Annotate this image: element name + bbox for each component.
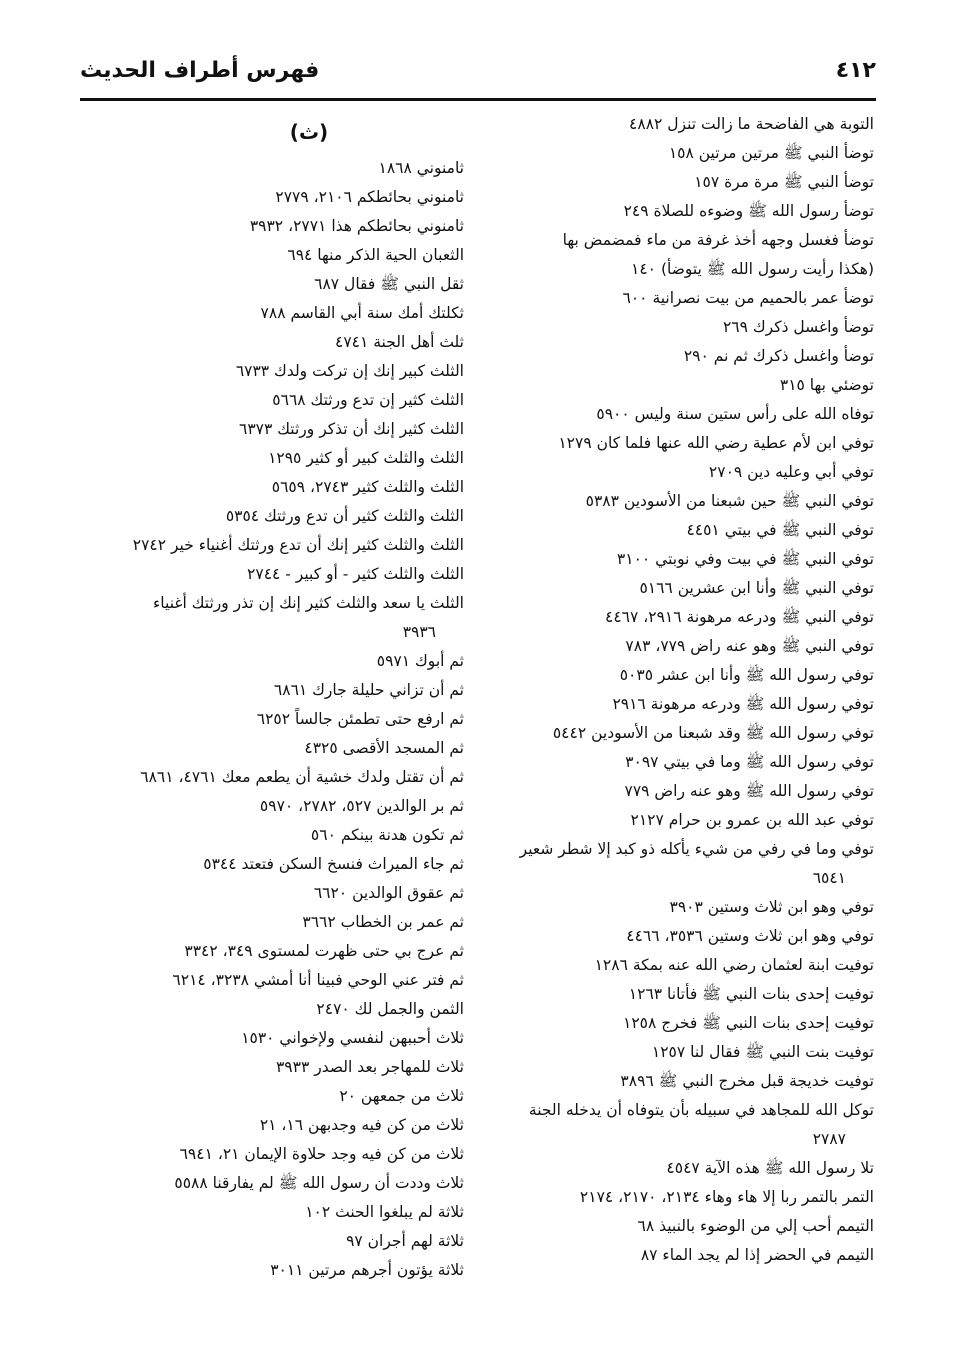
index-entry: توفي النبي ﷺ في بيتي ٤٤٥١ [686,521,874,539]
index-entry: ثم أبوك ٥٩٧١ [376,652,464,670]
index-entry: توفي النبي ﷺ ودرعه مرهونة ٢٩١٦، ٤٤٦٧ [605,608,874,626]
index-entry: توفي النبي ﷺ في بيت وفي نوبتي ٣١٠٠ [616,550,874,568]
index-entry: ثلاث من كن فيه وجد حلاوة الإيمان ٢١، ٦٩٤١ [179,1145,464,1163]
index-entry: توفي رسول الله ﷺ ودرعه مرهونة ٢٩١٦ [612,695,874,713]
index-entry: ثلث أهل الجنة ٤٧٤١ [335,333,464,351]
running-title: فهرس أطراف الحديث [80,58,320,83]
index-entry: تلا رسول الله ﷺ هذه الآية ٤٥٤٧ [666,1159,874,1177]
index-entry: توفيت ابنة لعثمان رضي الله عنه بمكة ١٢٨٦ [594,956,874,974]
index-entry: الثلث كثير إن تدع ورثتك ٥٦٦٨ [272,391,464,409]
index-entry: توضأ واغسل ذكرك ثم نم ٢٩٠ [683,347,874,365]
index-entry: ٢٧٨٧ [812,1130,846,1148]
index-entry: ثم عمر بن الخطاب ٣٦٦٢ [302,913,464,931]
index-entry: ثلاث وددت أن رسول الله ﷺ لم يفارقنا ٥٥٨٨ [174,1174,464,1192]
index-entry: توفي وما في رفي من شيء يأكله ذو كبد إلا شطر شعير [519,840,874,858]
index-entry: الثلث يا سعد والثلث كثير إنك إن تذر ورثتك أغنياء [153,594,464,612]
index-entry: توضأ فغسل وجهه أخذ غرفة من ماء فمضمض بها [562,231,874,249]
index-entry: توفي رسول الله ﷺ وما في بيتي ٣٠٩٧ [625,753,874,771]
index-entry: توفيت بنت النبي ﷺ فقال لنا ١٢٥٧ [651,1043,874,1061]
index-entry: ثلاثة لم يبلغوا الحنث ١٠٢ [305,1203,464,1221]
index-entry: الثلث كبير إنك إن تركت ولدك ٦٧٣٣ [235,362,464,380]
index-entry: الثلث والثلث كثير أن تدع ورثتك ٥٣٥٤ [225,507,464,525]
index-entry: توفي عبد الله بن عمرو بن حرام ٢١٢٧ [630,811,874,829]
index-entry: توضأ واغسل ذكرك ٢٦٩ [722,318,874,336]
index-entry: ثم عقوق الوالدين ٦٦٢٠ [313,884,464,902]
index-entry: توفيت إحدى بنات النبي ﷺ فأتانا ١٢٦٣ [628,985,874,1003]
index-entry: التمر بالتمر ربا إلا هاء وهاء ٢١٣٤، ٢١٧٠، ٢١٧٤ [579,1188,874,1206]
index-entry: ثكلتك أمك سنة أبي القاسم ٧٨٨ [260,304,464,322]
index-entry: توفي أبي وعليه دين ٢٧٠٩ [708,463,874,481]
index-entry: ثلاثة لهم أجران ٩٧ [346,1232,464,1250]
index-entry: ثم عرج بي حتى ظهرت لمستوى ٣٤٩، ٣٣٤٢ [184,942,464,960]
index-entry: ثلاثة يؤتون أجرهم مرتين ٣٠١١ [270,1261,464,1279]
index-entry: توفي ابن لأم عطية رضي الله عنها فلما كان ١٢٧٩ [558,434,874,452]
index-entry: ثلاث من جمعهن ٢٠ [339,1087,464,1105]
index-entry: توفي رسول الله ﷺ وهو عنه راض ٧٧٩ [624,782,874,800]
index-entry: الثلث والثلث كبير أو كثير ١٢٩٥ [268,449,464,467]
index-entry: ثم ارفع حتى تطمئن جالساً ٦٢٥٢ [256,710,464,728]
index-entry: التيمم أحب إلي من الوضوء بالنبيذ ٦٨ [637,1217,874,1235]
index-entry: (هكذا رأيت رسول الله ﷺ يتوضأ) ١٤٠ [631,260,874,278]
index-entry: ثامنوني بحائطكم هذا ٢٧٧١، ٣٩٣٢ [249,217,464,235]
index-entry: توفي النبي ﷺ وهو عنه راض ٧٧٩، ٧٨٣ [625,637,874,655]
index-column-right [474,110,874,1270]
index-entry: الثلث والثلث كثير ٢٧٤٣، ٥٦٥٩ [271,478,464,496]
index-entry: ثامنوني ١٨٦٨ [378,159,464,177]
index-entry: ثم أن تزاني حليلة جارك ٦٨٦١ [273,681,464,699]
index-entry: توفي وهو ابن ثلاث وستين ٣٩٠٣ [669,898,874,916]
section-heading: (ث) [289,120,329,144]
index-entry: توفي النبي ﷺ حين شبعنا من الأسودين ٥٣٨٣ [585,492,874,510]
index-entry: توكل الله للمجاهد في سبيله بأن يتوفاه أن يدخله الجنة [528,1101,874,1119]
index-entry: ثم فتر عني الوحي فبينا أنا أمشي ٣٢٣٨، ٦٢١٤ [172,971,464,989]
index-entry: ثلاث للمهاجر بعد الصدر ٣٩٣٣ [275,1058,464,1076]
page-header [80,52,876,96]
index-entry: توضأ رسول الله ﷺ وضوءه للصلاة ٢٤٩ [623,202,874,220]
index-entry: توفي رسول الله ﷺ وأنا ابن عشر ٥٠٣٥ [619,666,874,684]
index-entry: توفيت إحدى بنات النبي ﷺ فخرج ١٢٥٨ [623,1014,874,1032]
index-entry: ٦٥٤١ [812,869,846,887]
index-entry: ثم المسجد الأقصى ٤٣٢٥ [304,739,464,757]
index-entry: توفي وهو ابن ثلاث وستين ٣٥٣٦، ٤٤٦٦ [626,927,874,945]
index-entry: ثامنوني بحائطكم ٢١٠٦، ٢٧٧٩ [275,188,464,206]
index-entry: ثلاث أحببهن لنفسي ولإخواني ١٥٣٠ [241,1029,464,1047]
index-entry: الثلث كثير إنك أن تذكر ورثتك ٦٣٧٣ [239,420,464,438]
index-entry: ثم جاء الميراث فنسخ السكن فتعتد ٥٣٤٤ [203,855,464,873]
index-entry: التوبة هي الفاضحة ما زالت تنزل ٤٨٨٢ [629,115,874,133]
index-entry: ثلاث من كن فيه وجدبهن ١٦، ٢١ [259,1116,464,1134]
index-entry: ثقل النبي ﷺ فقال ٦٨٧ [314,275,464,293]
index-entry: ٣٩٣٦ [402,623,436,641]
index-entry: ثم أن تقتل ولدك خشية أن يطعم معك ٤٧٦١، ٦٨٦١ [140,768,464,786]
index-entry: توضأ النبي ﷺ مرة مرة ١٥٧ [694,173,874,191]
index-entry: توفي رسول الله ﷺ وقد شبعنا من الأسودين ٥٤٤٢ [552,724,874,742]
header-rule [80,98,876,101]
index-entry: توضأ عمر بالحميم من بيت نصرانية ٦٠٠ [622,289,874,307]
index-entry: توضأ النبي ﷺ مرتين مرتين ١٥٨ [668,144,874,162]
index-entry: التيمم في الحضر إذا لم يجد الماء ٨٧ [640,1246,874,1264]
left-entries [64,154,464,1285]
index-entry: الثعبان الحية الذكر منها ٦٩٤ [287,246,464,264]
index-entry: ثم بر الوالدين ٥٢٧، ٢٧٨٢، ٥٩٧٠ [259,797,464,815]
index-entry: توفي النبي ﷺ وأنا ابن عشرين ٥١٦٦ [639,579,874,597]
index-entry: توفاه الله على رأس ستين سنة وليس ٥٩٠٠ [596,405,874,423]
index-entry: ثم تكون هدنة بينكم ٥٦٠ [310,826,464,844]
index-entry: توفيت خديجة قبل مخرج النبي ﷺ ٣٨٩٦ [620,1072,874,1090]
index-entry: الثمن والجمل لك ٢٤٧٠ [316,1000,464,1018]
index-entry: الثلث والثلث كثير إنك أن تدع ورثتك أغنياء خير ٢٧٤٢ [132,536,464,554]
index-column-left [64,114,464,1285]
page-number: ٤١٢ [835,58,876,83]
index-entry: توضئي بها ٣١٥ [779,376,874,394]
index-entry: الثلث والثلث كثير - أو كبير - ٢٧٤٤ [247,565,464,583]
